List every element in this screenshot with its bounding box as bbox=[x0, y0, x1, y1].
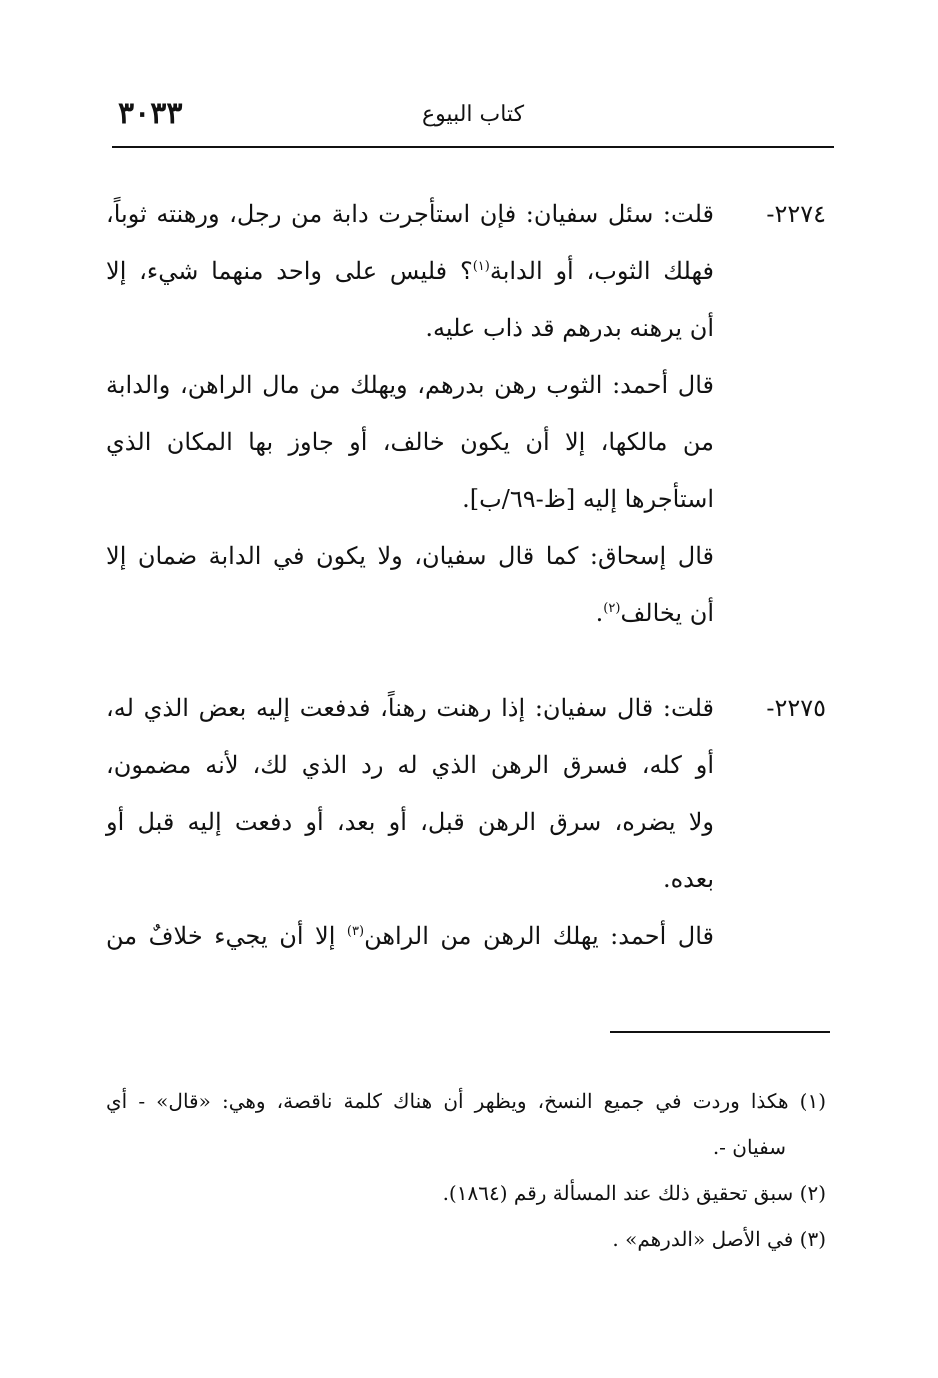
entry-line bbox=[106, 414, 714, 471]
entry-2275 bbox=[106, 680, 826, 965]
entry-text: فهلك الثوب، أو الدابة bbox=[489, 257, 715, 285]
entry-number: ٢٢٧٥- bbox=[766, 694, 826, 722]
entry-line bbox=[106, 737, 714, 794]
entry-text: أو كله، فسرق الرهن الذي له رد الذي لك، لأنه مضمون، bbox=[106, 751, 714, 779]
entry-line bbox=[106, 908, 714, 965]
footnote-marker: (٣) bbox=[346, 924, 365, 939]
footnote-1: (١) هكذا وردت في جميع النسخ، ويظهر أن هناك كلمة ناقصة، وهي: «قال» - أي bbox=[106, 1089, 826, 1113]
page-header bbox=[112, 96, 834, 148]
footnote-marker: (١) bbox=[472, 259, 490, 274]
entry-text: استأجرها إليه [ظ-٦٩/ب]. bbox=[462, 485, 714, 513]
entry-text: . bbox=[595, 599, 604, 627]
entry-text: قلت: قال سفيان: إذا رهنت رهناً، فدفعت إليه بعض الذي له، bbox=[106, 694, 714, 722]
entry-line bbox=[106, 300, 714, 357]
entry-line bbox=[106, 680, 826, 737]
footnote-2: (٢) سبق تحقيق ذلك عند المسألة رقم (١٨٦٤). bbox=[442, 1181, 826, 1205]
entry-line bbox=[106, 528, 714, 585]
entry-text: إلا أن يجيء خلافٌ من bbox=[106, 922, 347, 950]
entry-2274 bbox=[106, 186, 826, 642]
entry-line bbox=[106, 243, 714, 300]
footnote-1-continuation: سفيان -. bbox=[712, 1135, 786, 1159]
footnote-separator bbox=[610, 1031, 830, 1033]
footnote-marker: (٢) bbox=[603, 601, 621, 616]
entry-line bbox=[106, 585, 714, 642]
entry-line bbox=[106, 186, 826, 243]
footnote-3: (٣) في الأصل «الدرهم» . bbox=[612, 1227, 826, 1251]
entry-line bbox=[106, 794, 714, 851]
page-number: ٣٠٣٣ bbox=[118, 96, 183, 131]
entry-text: قال أحمد: الثوب رهن بدرهم، ويهلك من مال الراهن، والدابة bbox=[106, 371, 714, 399]
entry-text: قال إسحاق: كما قال سفيان، ولا يكون في الدابة ضمان إلا bbox=[106, 542, 714, 570]
entry-line bbox=[106, 851, 714, 908]
entry-number: ٢٢٧٤- bbox=[766, 200, 826, 228]
entry-text: قال أحمد: يهلك الرهن من الراهن bbox=[364, 922, 714, 950]
entry-text: قلت: سئل سفيان: فإن استأجرت دابة من رجل، ورهنته ثوباً، bbox=[106, 200, 714, 228]
entry-text: بعده. bbox=[662, 865, 714, 893]
entry-line bbox=[106, 357, 714, 414]
entry-text: أن يرهنه بدرهم قد ذاب عليه. bbox=[425, 314, 714, 342]
entry-text: ولا يضره، سرق الرهن قبل، أو بعد، أو دفعت إليه قبل أو bbox=[106, 808, 714, 836]
entry-text: من مالكها، إلا أن يكون خالف، أو جاوز بها المكان الذي bbox=[106, 428, 714, 456]
entry-line bbox=[106, 471, 714, 528]
running-title: كتاب البيوع bbox=[421, 102, 525, 127]
entry-text: ؟ فليس على واحد منهما شيء، إلا bbox=[106, 257, 473, 285]
entry-text: أن يخالف bbox=[620, 599, 714, 627]
footnotes bbox=[106, 1078, 826, 1262]
